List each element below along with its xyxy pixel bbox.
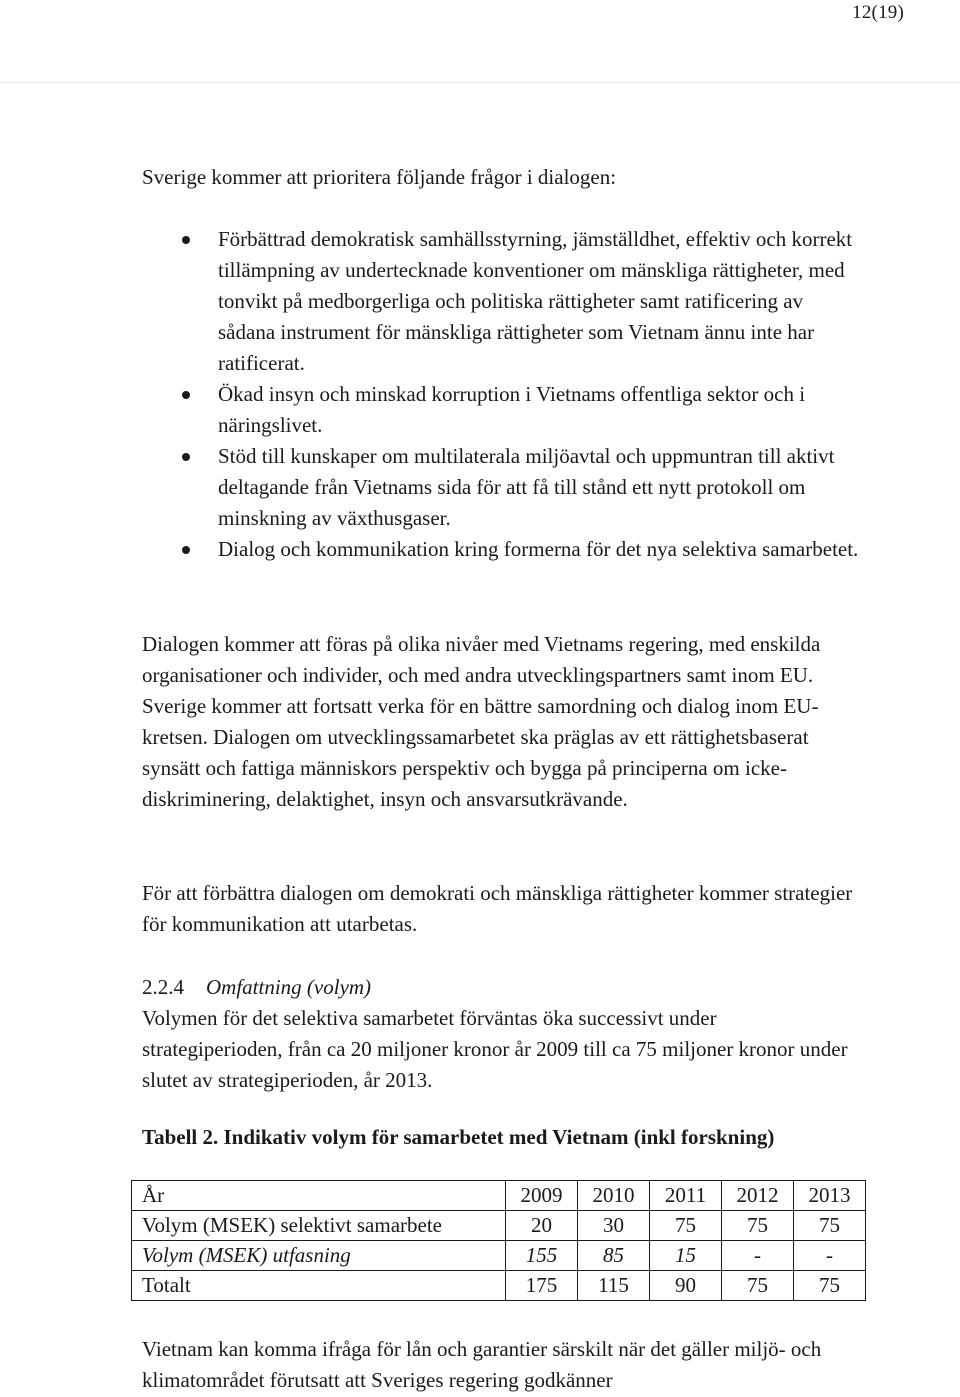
table-caption: Tabell 2. Indikativ volym för samarbetet med Vietnam (inkl forskning) (142, 1125, 775, 1149)
table-cell: 90 (650, 1271, 722, 1301)
table-cell: 75 (722, 1211, 794, 1241)
table-cell: Totalt (132, 1271, 506, 1301)
table-cell: 85 (578, 1241, 650, 1271)
table-row (132, 1271, 866, 1301)
table-header-cell: 2009 (506, 1181, 578, 1211)
table-header-cell: 2011 (650, 1181, 722, 1211)
bullet-icon (182, 236, 190, 244)
list-item-text: Stöd till kunskaper om multilaterala miljöavtal och uppmuntran till aktivt deltagande från Vietnams sida för att få till stånd ett nytt protokoll om minskning av växthusgaser. (218, 444, 835, 530)
loans-paragraph: Vietnam kan komma ifråga för lån och garantier särskilt när det gäller miljö- och klimatområdet förutsatt att Sveriges regering godkänner (142, 1337, 822, 1392)
table-cell: 75 (650, 1211, 722, 1241)
priority-list (142, 224, 862, 565)
table-cell: - (722, 1241, 794, 1271)
table-cell: 30 (578, 1211, 650, 1241)
table-cell: 20 (506, 1211, 578, 1241)
table-cell: Volym (MSEK) selektivt samarbete (132, 1211, 506, 1241)
bullet-icon (182, 546, 190, 554)
bullet-icon (182, 391, 190, 399)
table-cell: 75 (722, 1271, 794, 1301)
intro-text: Sverige kommer att prioritera följande frågor i dialogen: (142, 165, 617, 189)
table-header-row (132, 1181, 866, 1211)
list-item (142, 441, 862, 534)
list-item-text: Förbättrad demokratisk samhällsstyrning, jämställdhet, effektiv och korrekt tillämpning av undertecknade konventioner om mänskliga rättigheter, med tonvikt på medborgerliga och politiska rättigheter samt ratificering av sådana instrument för mänskliga rättigheter som Vietnam ännu inte har ratificerat. (218, 227, 853, 375)
table-cell: 115 (578, 1271, 650, 1301)
table-cell: 75 (794, 1271, 866, 1301)
list-item-text: Dialog och kommunikation kring formerna för det nya selektiva samarbetet. (218, 537, 859, 561)
table-cell: 15 (650, 1241, 722, 1271)
volume-paragraph: Volymen för det selektiva samarbetet förväntas öka successivt under strategiperioden, från ca 20 miljoner kronor år 2009 till ca 75 miljoner kronor under slutet av strategiperioden, år 2013. (142, 1006, 848, 1092)
volume-table (131, 1180, 866, 1301)
list-item (142, 379, 862, 441)
header-divider (0, 82, 960, 83)
table-cell: Volym (MSEK) utfasning (132, 1241, 506, 1271)
table-header-cell: 2010 (578, 1181, 650, 1211)
list-item (142, 534, 862, 565)
table-cell: 155 (506, 1241, 578, 1271)
list-item-text: Ökad insyn och minskad korruption i Vietnams offentliga sektor och i näringslivet. (218, 382, 806, 437)
table-cell: 175 (506, 1271, 578, 1301)
table-row (132, 1241, 866, 1271)
section-heading (142, 972, 371, 1003)
table-header-cell: År (132, 1181, 506, 1211)
communication-paragraph: För att förbättra dialogen om demokrati och mänskliga rättigheter kommer strategier för kommunikation att utarbetas. (142, 881, 853, 936)
table-row (132, 1211, 866, 1241)
list-item (142, 224, 862, 379)
table-header-cell: 2013 (794, 1181, 866, 1211)
bullet-icon (182, 453, 190, 461)
dialogue-paragraph: Dialogen kommer att föras på olika nivåer med Vietnams regering, med enskilda organisationer och individer, och med andra utvecklingspartners samt inom EU. Sverige kommer att fortsatt verka för en bättre samordning och dialog inom EU-kretsen. Dialogen om utvecklingssamarbetet ska präglas av ett rättighetsbaserat synsätt och fattiga människors perspektiv och bygga på principerna om icke-diskriminering, delaktighet, insyn och ansvarsutkrävande. (142, 632, 821, 811)
table-header-cell: 2012 (722, 1181, 794, 1211)
page-number: 12(19) (852, 2, 904, 23)
table-cell: 75 (794, 1211, 866, 1241)
section-title: Omfattning (volym) (206, 975, 372, 999)
table-cell: - (794, 1241, 866, 1271)
section-number: 2.2.4 (142, 975, 184, 999)
